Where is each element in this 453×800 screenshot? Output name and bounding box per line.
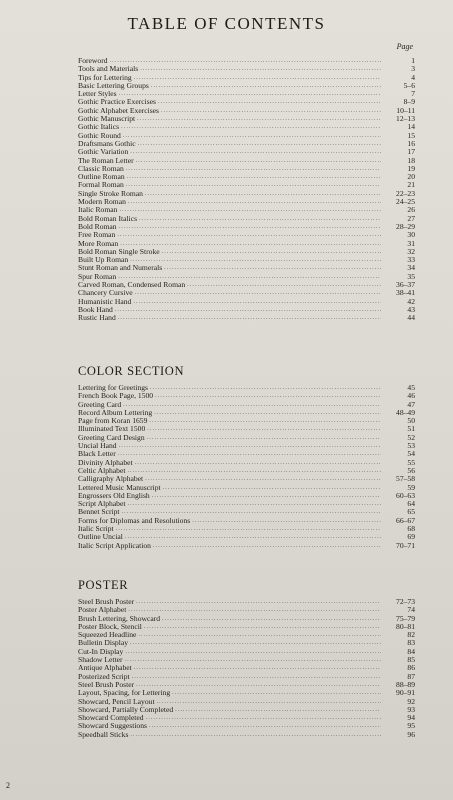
dot-leader bbox=[115, 306, 381, 314]
toc-entry-title: Steel Brush Poster bbox=[78, 679, 135, 689]
toc-entry-title: Layout, Spacing, for Lettering bbox=[78, 688, 171, 698]
dot-leader bbox=[139, 215, 381, 223]
dot-leader bbox=[147, 434, 381, 442]
toc-entry-title: Italic Script bbox=[78, 524, 114, 534]
dot-leader bbox=[161, 107, 381, 115]
toc-entry-title: More Roman bbox=[78, 238, 119, 248]
toc-entry bbox=[78, 314, 415, 322]
toc-entry-title: Gothic Variation bbox=[78, 147, 129, 157]
toc-entry-title: Showcard Suggestions bbox=[78, 721, 147, 731]
toc-entry-page: 24–25 bbox=[396, 197, 415, 207]
toc-entry bbox=[78, 140, 415, 148]
toc-entry-title: Bold Roman Italics bbox=[78, 213, 138, 223]
toc-entry-page: 3 bbox=[411, 64, 415, 74]
toc-entry-title: Bulletin Display bbox=[78, 638, 128, 648]
toc-entry-page: 74 bbox=[407, 605, 415, 615]
dot-leader bbox=[125, 656, 382, 664]
page-column-label: Page bbox=[396, 42, 413, 51]
toc-entry-title: Cut-In Display bbox=[78, 646, 124, 656]
toc-entry bbox=[78, 434, 415, 442]
dot-leader bbox=[144, 623, 381, 631]
toc-entry-page: 80–81 bbox=[396, 621, 415, 631]
toc-entry-page: 45 bbox=[407, 383, 415, 392]
toc-entry-page: 68 bbox=[407, 524, 415, 534]
dot-leader bbox=[138, 631, 381, 639]
poster-section-heading: POSTER bbox=[78, 578, 129, 592]
toc-entry bbox=[78, 542, 415, 550]
toc-entry-page: 53 bbox=[407, 441, 415, 451]
toc-entry-page: 12–13 bbox=[396, 114, 415, 124]
toc-entry-title: Shadow Letter bbox=[78, 655, 123, 665]
color-section-heading: COLOR SECTION bbox=[78, 364, 185, 378]
dot-leader bbox=[136, 598, 381, 606]
dot-leader bbox=[118, 450, 381, 458]
dot-leader bbox=[118, 314, 381, 322]
dot-leader bbox=[187, 281, 381, 289]
toc-entry-title: Spur Roman bbox=[78, 271, 117, 281]
toc-entry-title: Carved Roman, Condensed Roman bbox=[78, 280, 186, 290]
dot-leader bbox=[133, 298, 381, 306]
toc-entry-page: 15 bbox=[407, 130, 415, 140]
toc-entry-title: Tools and Materials bbox=[78, 64, 139, 74]
toc-entry-title: Modern Roman bbox=[78, 197, 126, 207]
toc-entry bbox=[78, 492, 415, 500]
toc-entry-title: Lettered Music Manuscript bbox=[78, 482, 161, 492]
toc-entry bbox=[78, 223, 415, 231]
toc-entry-title: Calligraphy Alphabet bbox=[78, 474, 144, 484]
toc-entry-page: 30 bbox=[407, 230, 415, 240]
toc-poster-list bbox=[78, 598, 415, 739]
dot-leader bbox=[145, 475, 381, 483]
dot-leader bbox=[162, 248, 381, 256]
toc-entry-page: 59 bbox=[407, 482, 415, 492]
toc-entry bbox=[78, 264, 415, 272]
dot-leader bbox=[130, 148, 381, 156]
toc-entry-title: Draftsmans Gothic bbox=[78, 138, 136, 148]
dot-leader bbox=[119, 223, 381, 231]
toc-entry bbox=[78, 392, 415, 400]
dot-leader bbox=[146, 714, 381, 722]
toc-entry-page: 95 bbox=[407, 721, 415, 731]
toc-entry-title: Classic Roman bbox=[78, 163, 124, 173]
dot-leader bbox=[149, 417, 381, 425]
dot-leader bbox=[119, 442, 381, 450]
toc-entry-title: Bold Roman bbox=[78, 221, 117, 231]
toc-entry-title: Gothic Manuscript bbox=[78, 114, 136, 124]
toc-entry bbox=[78, 215, 415, 223]
toc-entry-page: 55 bbox=[407, 457, 415, 467]
toc-entry-page: 69 bbox=[407, 532, 415, 542]
toc-entry-page: 66–67 bbox=[396, 515, 415, 525]
toc-entry-page: 42 bbox=[407, 296, 415, 306]
toc-entry-page: 18 bbox=[407, 155, 415, 165]
toc-entry-page: 27 bbox=[407, 213, 415, 223]
toc-entry-page: 72–73 bbox=[396, 597, 415, 606]
dot-leader bbox=[155, 392, 381, 400]
toc-entry-page: 16 bbox=[407, 138, 415, 148]
toc-entry bbox=[78, 731, 415, 739]
toc-entry-title: Outline Roman bbox=[78, 172, 125, 182]
dot-leader bbox=[175, 706, 381, 714]
dot-leader bbox=[136, 681, 381, 689]
dot-leader bbox=[157, 698, 381, 706]
dot-leader bbox=[152, 492, 381, 500]
toc-entry-page: 26 bbox=[407, 205, 415, 215]
dot-leader bbox=[128, 198, 381, 206]
page-title: TABLE OF CONTENTS bbox=[127, 14, 326, 33]
toc-entry-title: Page from Koran 1659 bbox=[78, 416, 148, 426]
toc-entry-title: Stunt Roman and Numerals bbox=[78, 263, 163, 273]
dot-leader bbox=[128, 606, 381, 614]
toc-entry-page: 65 bbox=[407, 507, 415, 517]
toc-entry-page: 14 bbox=[407, 122, 415, 132]
toc-entry-page: 32 bbox=[407, 246, 415, 256]
toc-entry-title: Humanistic Hand bbox=[78, 296, 132, 306]
dot-leader bbox=[126, 165, 381, 173]
toc-entry bbox=[78, 639, 415, 647]
toc-entry bbox=[78, 190, 415, 198]
dot-leader bbox=[151, 82, 381, 90]
toc-entry-title: Black Letter bbox=[78, 449, 116, 459]
dot-leader bbox=[163, 484, 381, 492]
toc-entry-title: Celtic Alphabet bbox=[78, 465, 126, 475]
toc-entry-page: 86 bbox=[407, 663, 415, 673]
dot-leader bbox=[110, 57, 381, 65]
toc-entry bbox=[78, 123, 415, 131]
toc-entry-title: Formal Roman bbox=[78, 180, 124, 190]
dot-leader bbox=[123, 132, 381, 140]
toc-entry bbox=[78, 173, 415, 181]
toc-entry-title: Divinity Alphabet bbox=[78, 457, 133, 467]
toc-entry-title: Letter Styles bbox=[78, 89, 117, 99]
dot-leader bbox=[126, 181, 381, 189]
toc-entry-title: French Book Page, 1500 bbox=[78, 391, 154, 401]
toc-entry-page: 20 bbox=[407, 172, 415, 182]
toc-entry-page: 92 bbox=[407, 696, 415, 706]
toc-entry bbox=[78, 500, 415, 508]
toc-entry-page: 96 bbox=[407, 729, 415, 739]
toc-entry-page: 56 bbox=[407, 465, 415, 475]
toc-entry bbox=[78, 231, 415, 239]
dot-leader bbox=[123, 401, 381, 409]
toc-entry bbox=[78, 631, 415, 639]
toc-entry-title: Single Stroke Roman bbox=[78, 188, 143, 198]
toc-entry-title: Greeting Card bbox=[78, 399, 122, 409]
toc-entry-title: Showcard, Pencil Layout bbox=[78, 696, 155, 706]
toc-entry bbox=[78, 722, 415, 730]
toc-entry-page: 4 bbox=[411, 72, 415, 82]
toc-entry-title: Greeting Card Design bbox=[78, 432, 145, 442]
dot-leader bbox=[130, 256, 381, 264]
toc-entry-page: 51 bbox=[407, 424, 415, 434]
toc-entry-title: Engrossers Old English bbox=[78, 490, 150, 500]
toc-entry-page: 33 bbox=[407, 255, 415, 265]
toc-entry-title: Free Roman bbox=[78, 230, 116, 240]
toc-entry-title: Uncial Hand bbox=[78, 441, 117, 451]
toc-entry-page: 38–41 bbox=[396, 288, 415, 298]
toc-entry-page: 54 bbox=[407, 449, 415, 459]
toc-entry-page: 84 bbox=[407, 646, 415, 656]
toc-entry-page: 64 bbox=[407, 499, 415, 509]
toc-entry-page: 21 bbox=[407, 180, 415, 190]
toc-entry bbox=[78, 525, 415, 533]
toc-entry-page: 50 bbox=[407, 416, 415, 426]
dot-leader bbox=[127, 500, 381, 508]
toc-entry bbox=[78, 442, 415, 450]
toc-entry-title: Gothic Alphabet Exercises bbox=[78, 105, 159, 115]
toc-entry-page: 34 bbox=[407, 263, 415, 273]
toc-entry-page: 17 bbox=[407, 147, 415, 157]
toc-entry-page: 75–79 bbox=[396, 613, 415, 623]
dot-leader bbox=[119, 90, 381, 98]
dot-leader bbox=[137, 115, 381, 123]
dot-leader bbox=[132, 673, 381, 681]
toc-entry-page: 70–71 bbox=[396, 540, 415, 550]
toc-entry-page: 22–23 bbox=[396, 188, 415, 198]
folio-number: 2 bbox=[6, 781, 10, 790]
toc-entry-title: Showcard Completed bbox=[78, 713, 144, 723]
dot-leader bbox=[127, 173, 381, 181]
toc-entry-page: 5–6 bbox=[403, 80, 415, 90]
dot-leader bbox=[119, 206, 381, 214]
toc-entry-title: Outline Uncial bbox=[78, 532, 123, 542]
dot-leader bbox=[136, 157, 381, 165]
toc-entry-page: 44 bbox=[407, 313, 415, 323]
toc-entry bbox=[78, 517, 415, 525]
dot-leader bbox=[125, 648, 381, 656]
toc-entry-page: 52 bbox=[407, 432, 415, 442]
dot-leader bbox=[135, 289, 381, 297]
toc-entry bbox=[78, 157, 415, 165]
toc-entry bbox=[78, 598, 415, 606]
dot-leader bbox=[135, 459, 381, 467]
toc-entry-page: 60–63 bbox=[396, 490, 415, 500]
toc-entry-title: Basic Lettering Groups bbox=[78, 80, 149, 90]
toc-entry bbox=[78, 248, 415, 256]
dot-leader bbox=[150, 384, 381, 392]
toc-entry bbox=[78, 115, 415, 123]
dot-leader bbox=[147, 425, 381, 433]
dot-leader bbox=[162, 615, 381, 623]
toc-entry-page: 46 bbox=[407, 391, 415, 401]
toc-entry-title: Showcard, Partially Completed bbox=[78, 704, 174, 714]
toc-entry-page: 1 bbox=[411, 56, 415, 65]
dot-leader bbox=[172, 689, 381, 697]
toc-entry-page: 35 bbox=[407, 271, 415, 281]
toc-entry-page: 82 bbox=[407, 630, 415, 640]
toc-entry bbox=[78, 198, 415, 206]
toc-entry-title: Gothic Practice Exercises bbox=[78, 97, 157, 107]
toc-entry-title: Squeezed Headline bbox=[78, 630, 137, 640]
dot-leader bbox=[153, 542, 381, 550]
dot-leader bbox=[127, 467, 381, 475]
toc-entry-title: Script Alphabet bbox=[78, 499, 126, 509]
toc-entry-title: Forms for Diplomas and Resolutions bbox=[78, 515, 191, 525]
dot-leader bbox=[134, 664, 381, 672]
toc-entry-title: Bennet Script bbox=[78, 507, 120, 517]
toc-entry-page: 43 bbox=[407, 304, 415, 314]
toc-entry-title: Foreword bbox=[78, 56, 108, 65]
toc-entry-title: Gothic Italics bbox=[78, 122, 120, 132]
toc-entry-page: 28–29 bbox=[396, 221, 415, 231]
toc-entry-title: Rustic Hand bbox=[78, 313, 116, 323]
toc-entry-page: 57–58 bbox=[396, 474, 415, 484]
toc-entry-page: 10–11 bbox=[396, 105, 415, 115]
toc-entry-page: 31 bbox=[407, 238, 415, 248]
toc-entry-title: Tips for Lettering bbox=[78, 72, 132, 82]
dot-leader bbox=[158, 98, 381, 106]
dot-leader bbox=[117, 231, 381, 239]
toc-entry-page: 93 bbox=[407, 704, 415, 714]
toc-entry-page: 48–49 bbox=[396, 407, 415, 417]
dot-leader bbox=[138, 140, 381, 148]
dot-leader bbox=[154, 409, 381, 417]
toc-entry-title: Brush Lettering, Showcard bbox=[78, 613, 161, 623]
toc-entry-title: Gothic Round bbox=[78, 130, 121, 140]
toc-main-list bbox=[78, 57, 415, 323]
toc-entry-title: Record Album Lettering bbox=[78, 407, 153, 417]
dot-leader bbox=[130, 731, 381, 739]
dot-leader bbox=[125, 533, 381, 541]
toc-entry-title: Italic Script Application bbox=[78, 540, 151, 550]
toc-entry bbox=[78, 165, 415, 173]
toc-entry-title: Speedball Sticks bbox=[78, 729, 129, 739]
toc-entry-page: 94 bbox=[407, 713, 415, 723]
toc-entry bbox=[78, 648, 415, 656]
dot-leader bbox=[116, 525, 381, 533]
toc-entry-title: Poster Block, Stencil bbox=[78, 621, 142, 631]
toc-entry bbox=[78, 298, 415, 306]
toc-entry-page: 87 bbox=[407, 671, 415, 681]
toc-entry bbox=[78, 306, 415, 314]
toc-entry-page: 8–9 bbox=[403, 97, 415, 107]
toc-entry-page: 88–89 bbox=[396, 679, 415, 689]
toc-entry-page: 7 bbox=[411, 89, 415, 99]
dot-leader bbox=[149, 722, 381, 730]
toc-color-list bbox=[78, 384, 415, 550]
toc-entry-title: Italic Roman bbox=[78, 205, 118, 215]
dot-leader bbox=[145, 190, 381, 198]
toc-entry-title: Lettering for Greetings bbox=[78, 383, 149, 392]
dot-leader bbox=[121, 123, 381, 131]
toc-entry-page: 36–37 bbox=[396, 280, 415, 290]
toc-entry-page: 90–91 bbox=[396, 688, 415, 698]
dot-leader bbox=[164, 264, 381, 272]
toc-entry-title: The Roman Letter bbox=[78, 155, 134, 165]
toc-entry-page: 85 bbox=[407, 655, 415, 665]
toc-entry-title: Posterized Script bbox=[78, 671, 130, 681]
toc-entry-title: Built Up Roman bbox=[78, 255, 129, 265]
toc-entry-title: Book Hand bbox=[78, 304, 113, 314]
toc-entry bbox=[78, 82, 415, 90]
toc-entry-page: 19 bbox=[407, 163, 415, 173]
toc-entry-page: 83 bbox=[407, 638, 415, 648]
toc-entry-title: Poster Alphabet bbox=[78, 605, 127, 615]
toc-entry-title: Illuminated Text 1500 bbox=[78, 424, 146, 434]
toc-entry-title: Bold Roman Single Stroke bbox=[78, 246, 160, 256]
toc-entry-title: Steel Brush Poster bbox=[78, 597, 135, 606]
dot-leader bbox=[140, 65, 381, 73]
dot-leader bbox=[130, 639, 381, 647]
dot-leader bbox=[192, 517, 381, 525]
toc-entry bbox=[78, 459, 415, 467]
dot-leader bbox=[134, 74, 381, 82]
toc-entry-title: Chancery Cursive bbox=[78, 288, 133, 298]
toc-entry-title: Antique Alphabet bbox=[78, 663, 132, 673]
toc-entry-page: 47 bbox=[407, 399, 415, 409]
